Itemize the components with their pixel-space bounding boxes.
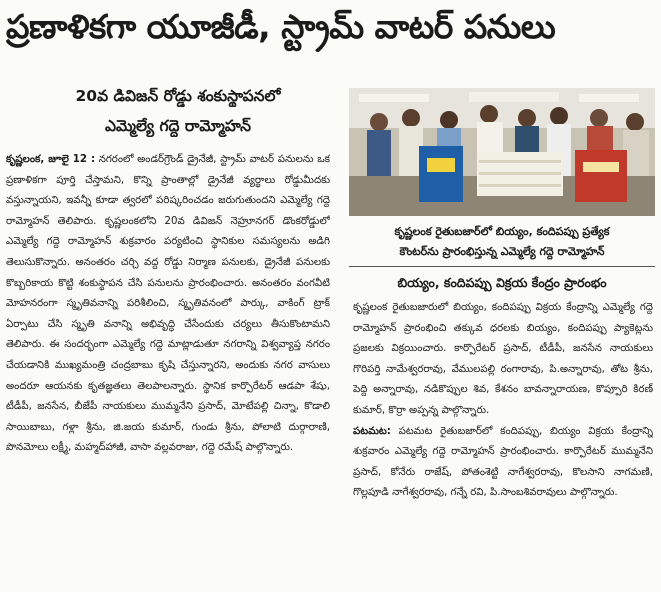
right-article-para2: పటమట రైతుబజార్‌లో కందిపప్పు, బియ్యం విక్రయ కేంద్రాన్ని శుక్రవారం ఎమ్మెల్యే గద్దె రామ్మోహన్ ప్రారంభించారు. కార్పొరేటర్ ముమ్మనేని ప్రసాద్, కోనేరు రాజేష్, పోతంశెట్టి నాగేశ్వరరావు, కొలసాని నాగమణి, గొల్లపూడి నాగేశ్వరరావు, గన్నే రవి, పి.సాంబశివరావులు పాల్గొన్నారు. xyxy=(353,425,653,499)
left-subhead-line1: 20వ డివిజన్ రోడ్డు శంకుస్థాపనలో xyxy=(75,87,281,105)
news-photo xyxy=(349,88,655,216)
dateline: కృష్ణలంక, జూలై 12 : xyxy=(6,154,96,165)
photo-caption-line1: కృష్ణలంక రైతుబజార్‌లో బియ్యం, కందిపప్పు ప్రత్యేక xyxy=(394,225,610,238)
right-article-body xyxy=(353,298,653,590)
caption-divider xyxy=(349,266,655,267)
left-subhead-line2: ఎమ్మెల్యే గద్దె రామ్మోహన్ xyxy=(104,117,252,135)
photo-caption-line2: కౌంటర్‌ను ప్రారంభిస్తున్న ఎమ్మెల్యే గద్దె రామ్మోహన్ xyxy=(399,245,605,258)
right-article-para1: కృష్ణలంక రైతుబజారులో బియ్యం, కందిపప్పు విక్రయ కేంద్రాన్ని ఎమ్మెల్యే గద్దె రామ్మోహన్ ప్రారంభించి తక్కువ ధరలకు బియ్యం, కందిపప్పు ప్యాకెట్లను ప్రజలకు విక్రయించారు. కార్పొరేటర్ ప్రసాద్, టీడీపీ, జనసేన నాయకులు గొరిపర్తి నామేశ్వరరావు, వేములపల్లి రంగారావు, పి.అన్నారావు, తోట శ్రీను, పెద్ది అన్నారావు, నడికొప్పుల శివ, కేశనం బావన్నారాయణ, కొప్పూరి కిరణ్ కుమార్, కొర్రా అప్పన్న పాల్గొన్నారు. xyxy=(353,302,653,416)
right-subhead: బియ్యం, కందిపప్పు విక్రయ కేంద్రం ప్రారంభం xyxy=(397,275,607,290)
photo-caption xyxy=(349,222,655,262)
headline: ప్రణాళికగా యూజీడీ, స్ట్రామ్ వాటర్ పనులు xyxy=(6,7,556,46)
patamata-dateline: పటమట: xyxy=(353,425,391,437)
left-article-text: నగరంలో అండర్‌గ్రౌండ్ డ్రైనేజీ, స్ట్రామ్ వాటర్ పనులను ఒక ప్రణాళికగా పూర్తి చేస్తామని, కొన్ని ప్రాంతాల్లో డ్రైనేజీ వ్యర్థాలు రోడ్డుమీదకు వస్తున్నాయని, ఇవన్నీ కూడా త్వరలో పరిష్కరించడం జరుగుతుందని ఎమ్మెల్యే గద్దె రామ్మోహన్ తెలిపారు. కృష్ణలంకలోని 20వ డివిజన్ నెహ్రూనగర్ డొంకరోడ్డులో ఎమ్మెల్యే గద్దె రామ్మోహన్ శుక్రవారం పర్యటించి స్థానికుల సమస్యలను అడిగి తెలుసుకొన్నారు. అనంతరం చర్చి వద్ద రోడ్డు నిర్మాణ పనులకు, డ్రైనేజీ పనులకు కొబ్బరికాయ కొట్టి శంకుస్థాపన చేసి పనులను ప్రారంభించారు. అనంతరం వంగవీటి మోహనరంగా స్మృతివనాన్ని పరిశీలించి, స్మృతివనంలో పార్కు, వాకింగ్ ట్రాక్ ఏర్పాటు చేసి స్మృతి వనాన్ని అభివృద్ధి చేసేందుకు చర్యలు తీసుకొంటామని తెలిపారు. ఈ సందర్భంగా ఎమ్మెల్యే గద్దె మాట్లాడుతూ నగరాన్ని విశ్వవ్యాప్త నగరం చేయడానికి ముఖ్యమంత్రి చంద్రబాబు కృషి చేస్తున్నారని, అందుకు నగర వాసులు అందరూ ఆయనకు కృతజ్ఞతలు తెలపాలన్నారు. స్థానిక కార్పొరేటర్ ఆడపా శేషు, టీడీపీ, జనసేన, బీజేపీ నాయకులు ముమ్మనేని ప్రసాద్, మోటేపల్లి చిన్నా, కొడాలి సాయిబాబు, గళ్లా శ్రీను, జి.జయ కుమార్, గుండు శ్రీను, పోలాటి దుర్గారాణి, పొనమోలు లక్ష్మీ, మహ్మద్‌హాజీ, వాసా వల్లవరాజు, గద్దె రమేష్ పాల్గొన్నారు. xyxy=(6,154,330,454)
news-photo-illustration xyxy=(349,88,655,216)
left-article-body xyxy=(6,150,330,590)
